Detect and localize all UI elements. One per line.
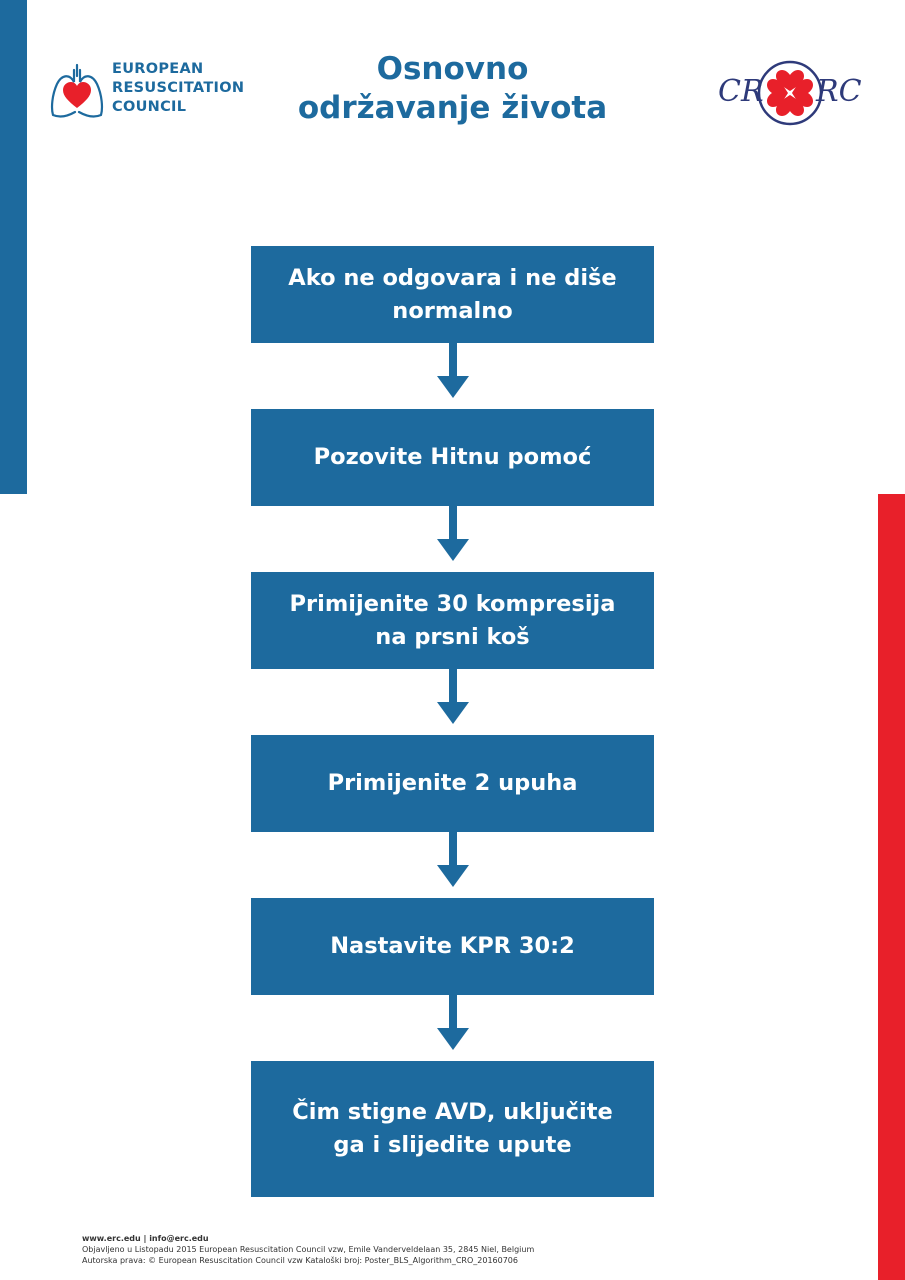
step-box-5: [251, 898, 654, 995]
right-accent-bar: [878, 494, 905, 1280]
step-box-4: [251, 735, 654, 832]
step-label-1: Ako ne odgovara i ne diše normalno: [288, 264, 617, 324]
erc-line-3: COUNCIL: [112, 99, 187, 115]
footer: [82, 1233, 534, 1266]
title-line-1: Osnovno: [376, 51, 529, 87]
step-label-4: Primijenite 2 upuha: [327, 770, 578, 796]
step-box-2: [251, 409, 654, 506]
flow-arrow-1: [437, 342, 469, 398]
step-label-3: Primijenite 30 kompresija na prsni koš: [289, 590, 616, 650]
flow-arrow-5: [437, 994, 469, 1050]
step-box-3: [251, 572, 654, 669]
step-box-6: [251, 1061, 654, 1197]
footer-links[interactable]: www.erc.edu | info@erc.edu: [82, 1234, 209, 1243]
cro-logo-left-text: CR: [718, 74, 764, 109]
cro-logo-right-text: RC: [816, 74, 862, 109]
erc-line-2: RESUSCITATION: [112, 80, 245, 96]
step-label-6: Čim stigne AVD, uključite ga i slijedite upute: [292, 1099, 613, 1158]
flow-arrow-4: [437, 831, 469, 887]
left-accent-bar: [0, 0, 27, 494]
lungs-heart-icon: [48, 62, 106, 120]
step-box-1: [251, 246, 654, 343]
footer-copyright: Autorska prava: © European Resuscitation Council vzw Kataloški broj: Poster_BLS_Algorithm_CRO_20160706: [82, 1256, 518, 1265]
title-line-2: održavanje života: [297, 90, 608, 126]
step-label-5: Nastavite KPR 30:2: [330, 933, 575, 959]
flow-arrow-2: [437, 505, 469, 561]
erc-logo-text: [112, 60, 244, 117]
erc-logo: [48, 60, 268, 122]
footer-published: Objavljeno u Listopadu 2015 European Resuscitation Council vzw, Emile Vanderveldelaan 35, 2845 Niel, Belgium: [82, 1245, 535, 1254]
cro-logo: [716, 58, 864, 128]
erc-line-1: EUROPEAN: [112, 61, 204, 77]
step-label-2: Pozovite Hitnu pomoć: [313, 444, 592, 470]
page-title: [250, 50, 655, 128]
flow-arrow-3: [437, 668, 469, 724]
